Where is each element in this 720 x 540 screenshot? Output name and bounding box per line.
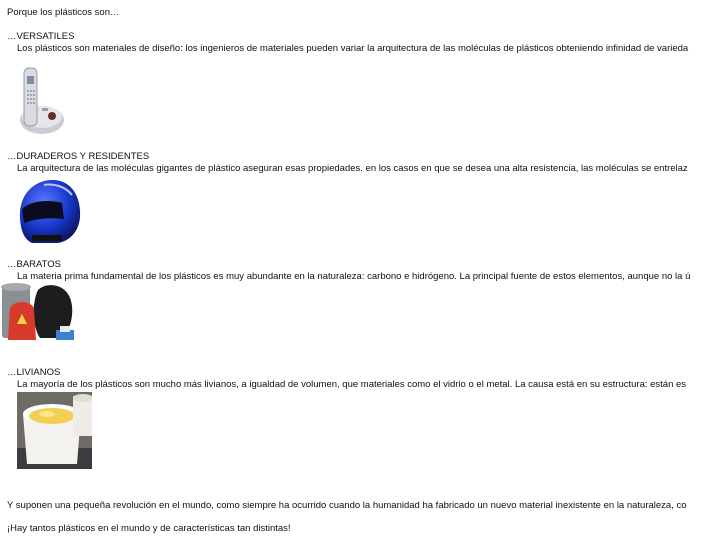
- trash-bags-image: [0, 280, 78, 344]
- section-heading-livianos: …LIVIANOS: [7, 367, 61, 378]
- section-heading-duraderos: …DURADEROS Y RESIDENTES: [7, 151, 150, 162]
- section-body-duraderos: La arquitectura de las moléculas gigantes de plástico aseguran esas propiedades. en los casos en que se desea una alta resistencia, las moléculas se entrelaz: [17, 163, 688, 174]
- cordless-phone-image: [12, 64, 66, 138]
- final-text: ¡Hay tantos plásticos en el mundo y de características tan distintas!: [7, 523, 291, 534]
- intro-text: Porque los plásticos son…: [7, 7, 120, 18]
- section-body-versatiles: Los plásticos son materiales de diseño: los ingenieros de materiales pueden variar la arquitectura de las moléculas de plásticos obteniendo infinidad de varieda: [17, 43, 689, 54]
- section-heading-baratos: …BARATOS: [7, 259, 62, 270]
- food-container-image: [17, 392, 92, 469]
- section-heading-versatiles: …VERSATILES: [7, 31, 75, 42]
- motorcycle-helmet-image: [14, 175, 82, 247]
- section-body-livianos: La mayoría de los plásticos son mucho más livianos, a igualdad de volumen, que materiales como el vidrio o el metal. La causa está en su estructura: están es: [17, 379, 687, 390]
- closing-text: Y suponen una pequeña revolución en el mundo, como siempre ha ocurrido cuando la humanidad ha fabricado un nuevo material inexistente en la naturaleza, co: [7, 500, 687, 511]
- section-body-baratos: La materia prima fundamental de los plásticos es muy abundante en la naturaleza: carbono e hidrógeno. La principal fuente de estos elementos, aunque no la ú: [17, 271, 691, 282]
